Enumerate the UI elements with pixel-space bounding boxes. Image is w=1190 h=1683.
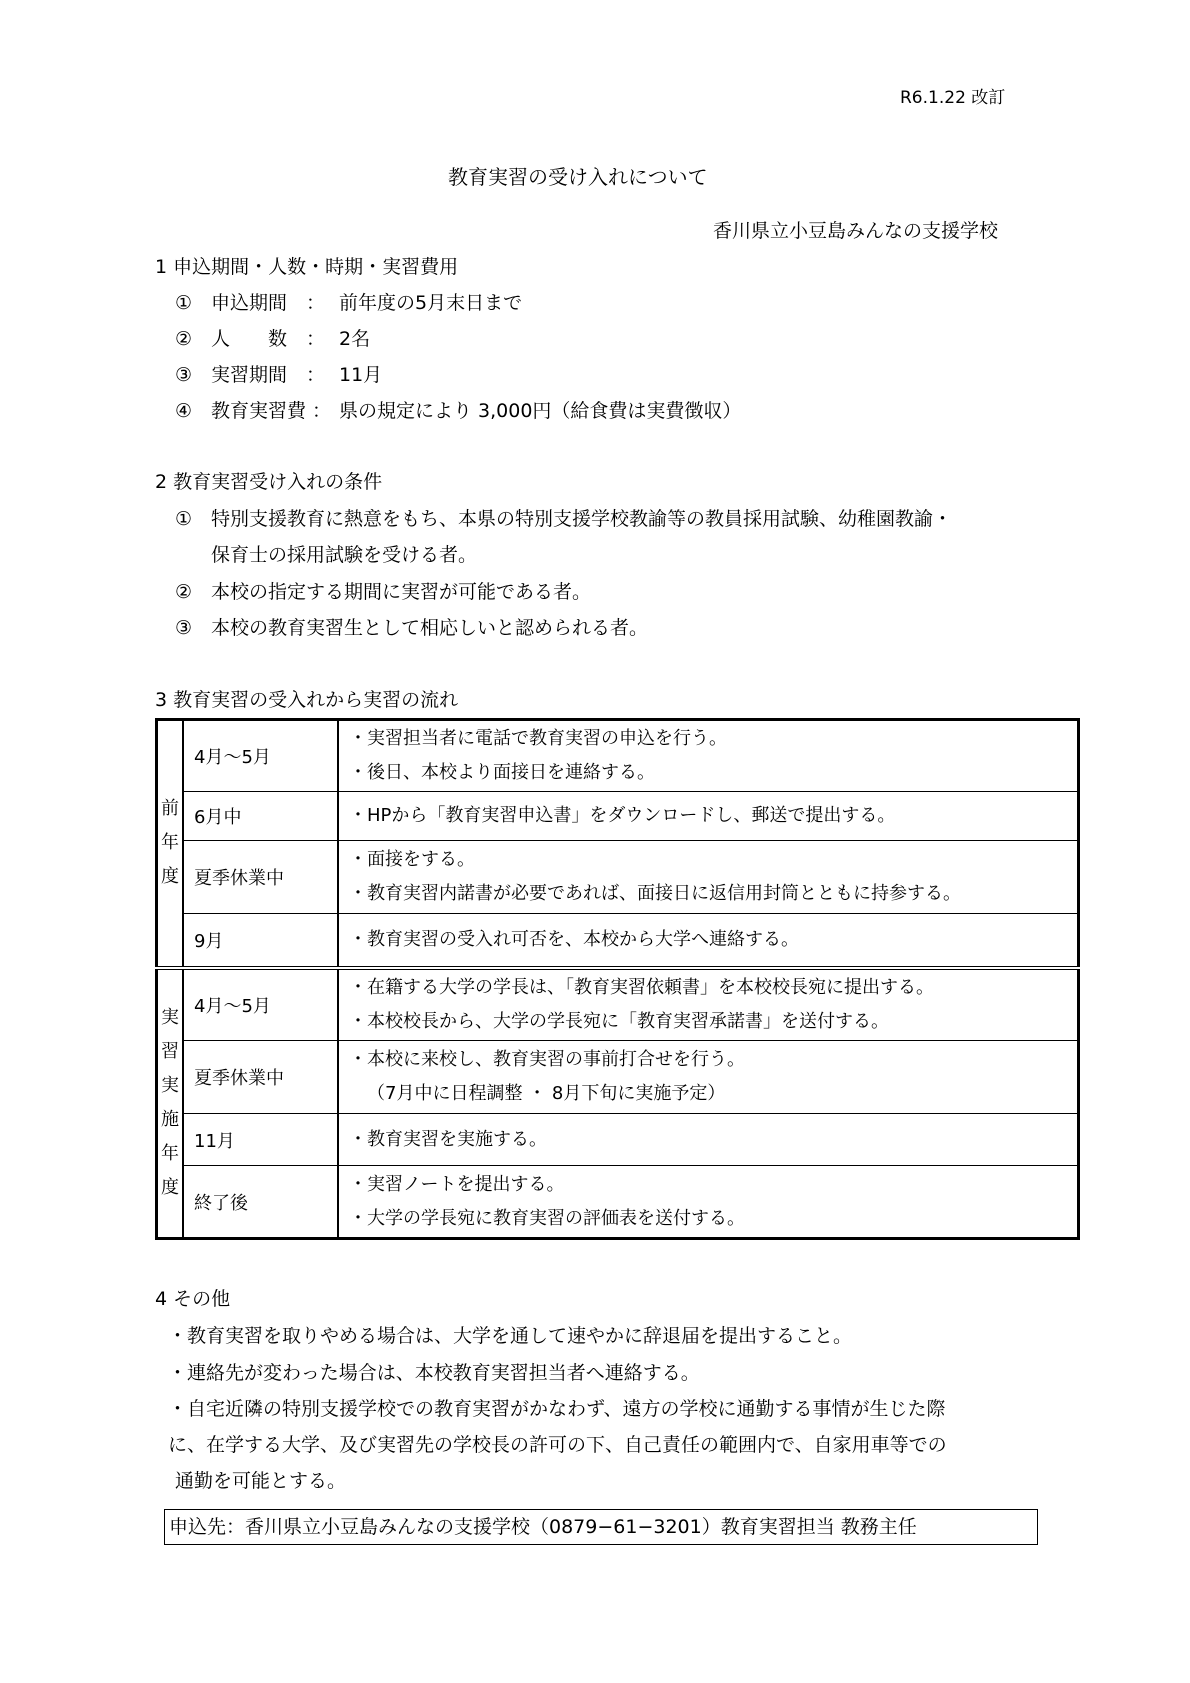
description-line: （7月中に日程調整 ・ 8月下旬に実施予定） [367, 1083, 726, 1104]
item-value: 11月 [339, 364, 383, 386]
item-number: ③ [175, 364, 193, 386]
table-row [157, 841, 1079, 914]
description-line: ・大学の学長宛に教育実習の評価表を送付する。 [349, 1207, 745, 1229]
period-cell: 夏季休業中 [183, 841, 338, 914]
group-label-char: 度 [161, 866, 179, 888]
group-label-char: 度 [161, 1177, 179, 1199]
other-line: 通勤を可能とする。 [175, 1470, 347, 1492]
section1-item [175, 294, 522, 313]
description-cell [338, 1041, 1079, 1114]
period-cell: 6月中 [183, 792, 338, 841]
period-cell: 終了後 [183, 1166, 338, 1239]
group-label-char: 年 [161, 1143, 179, 1165]
group-label-char [158, 1001, 182, 1205]
item-label: 教育実習費 ： [211, 400, 332, 422]
section1-item [175, 330, 370, 349]
section4-heading: 4 その他 [155, 1288, 231, 1310]
flow-table [155, 718, 1080, 1240]
other-line: ・連絡先が変わった場合は、本校教育実習担当者へ連絡する。 [168, 1362, 700, 1384]
description-line: ・実習担当者に電話で教育実習の申込を行う。 [349, 728, 727, 749]
period-cell: 4月～5月 [183, 968, 338, 1041]
item-number: ③ [175, 617, 193, 639]
item-label: 申込期間 ： [211, 292, 326, 314]
section1-item [175, 402, 741, 421]
section2-item [175, 583, 591, 602]
group-label-practice-year [157, 968, 184, 1239]
group-label-char: 施 [161, 1109, 179, 1131]
group-label-char [158, 792, 182, 894]
section2-heading: 2 教育実習受け入れの条件 [155, 471, 383, 493]
section2-item [175, 619, 648, 638]
item-text: 本校の指定する期間に実習が可能である者。 [211, 581, 592, 603]
description-cell [338, 968, 1079, 1041]
description-line: ・本校に来校し、教育実習の事前打合せを行う。 [349, 1049, 745, 1070]
section3-heading: 3 教育実習の受入れから実習の流れ [155, 689, 459, 711]
item-number: ② [175, 581, 193, 603]
section2-item [175, 510, 952, 529]
group-label-char: 習 [161, 1041, 179, 1063]
group-label-char: 年 [161, 832, 179, 854]
period-cell: 夏季休業中 [183, 1041, 338, 1114]
school-name: 香川県立小豆島みんなの支援学校 [713, 220, 999, 242]
item-number: ② [175, 328, 193, 350]
period-cell: 4月～5月 [183, 720, 338, 792]
description-cell [338, 1166, 1079, 1239]
item-value: 前年度の5月末日まで [339, 292, 523, 314]
page-title: 教育実習の受け入れについて [448, 165, 708, 189]
table-row [157, 720, 1079, 792]
item-label: 人 数 ： [211, 328, 326, 350]
item-value: 2名 [339, 328, 371, 350]
item-value: 県の規定により 3,000円（給食費は実費徴収） [339, 400, 742, 422]
group-label-previous-year [157, 720, 184, 968]
group-label-char: 実 [161, 1075, 179, 1097]
period-cell: 11月 [183, 1114, 338, 1166]
table-row [157, 968, 1079, 1041]
item-number: ① [175, 292, 193, 314]
table-row [157, 1166, 1079, 1239]
group-label-char: 前 [161, 798, 179, 820]
section1-item [175, 366, 382, 385]
item-number: ④ [175, 400, 193, 422]
description-line: ・面接をする。 [349, 849, 475, 870]
table-row [157, 792, 1079, 841]
description-cell [338, 841, 1079, 914]
description-line: ・在籍する大学の学長は、「教育実習依頼書」を本校校長宛に提出する。 [349, 976, 934, 998]
table-row [157, 1114, 1079, 1166]
description-line: ・本校校長から、大学の学長宛に「教育実習承諾書」を送付する。 [349, 1010, 889, 1032]
description-cell [338, 720, 1079, 792]
description-cell [338, 914, 1079, 968]
description-line: ・実習ノートを提出する。 [349, 1173, 565, 1195]
item-text: 特別支援教育に熱意をもち、本県の特別支援学校教諭等の教員採用試験、幼稚園教諭・ [211, 508, 953, 530]
table-row [157, 1041, 1079, 1114]
other-line: に、在学する大学、及び実習先の学校長の許可の下、自己責任の範囲内で、自家用車等での [168, 1434, 947, 1456]
other-line: ・教育実習を取りやめる場合は、大学を通して速やかに辞退届を提出すること。 [168, 1325, 853, 1347]
table-row [157, 914, 1079, 968]
item-text: 本校の教育実習生として相応しいと認められる者。 [211, 617, 649, 639]
revision-date: R6.1.22 改訂 [900, 88, 1006, 108]
contact-box: 申込先：香川県立小豆島みんなの支援学校（0879−61−3201）教育実習担当 教務主任 [164, 1509, 1038, 1545]
description-line: ・HPから「教育実習申込書」をダウンロードし、郵送で提出する。 [349, 805, 896, 826]
section1-heading: 1 申込期間・人数・時期・実習費用 [155, 256, 459, 278]
description-cell [338, 792, 1079, 841]
item-number: ① [175, 508, 193, 530]
other-line: ・自宅近隣の特別支援学校での教育実習がかなわず、遠方の学校に通勤する事情が生じた際 [168, 1398, 946, 1420]
section2-item-continued: 保育士の採用試験を受ける者。 [211, 544, 478, 566]
description-cell [338, 1114, 1079, 1166]
description-line: ・教育実習の受入れ可否を、本校から大学へ連絡する。 [349, 928, 799, 950]
group-label-char: 実 [161, 1007, 179, 1029]
description-line: ・教育実習内諾書が必要であれば、面接日に返信用封筒とともに持参する。 [349, 883, 961, 904]
description-line: ・教育実習を実施する。 [349, 1128, 547, 1150]
item-label: 実習期間 ： [211, 364, 326, 386]
period-cell: 9月 [183, 914, 338, 968]
description-line: ・後日、本校より面接日を連絡する。 [349, 762, 655, 783]
